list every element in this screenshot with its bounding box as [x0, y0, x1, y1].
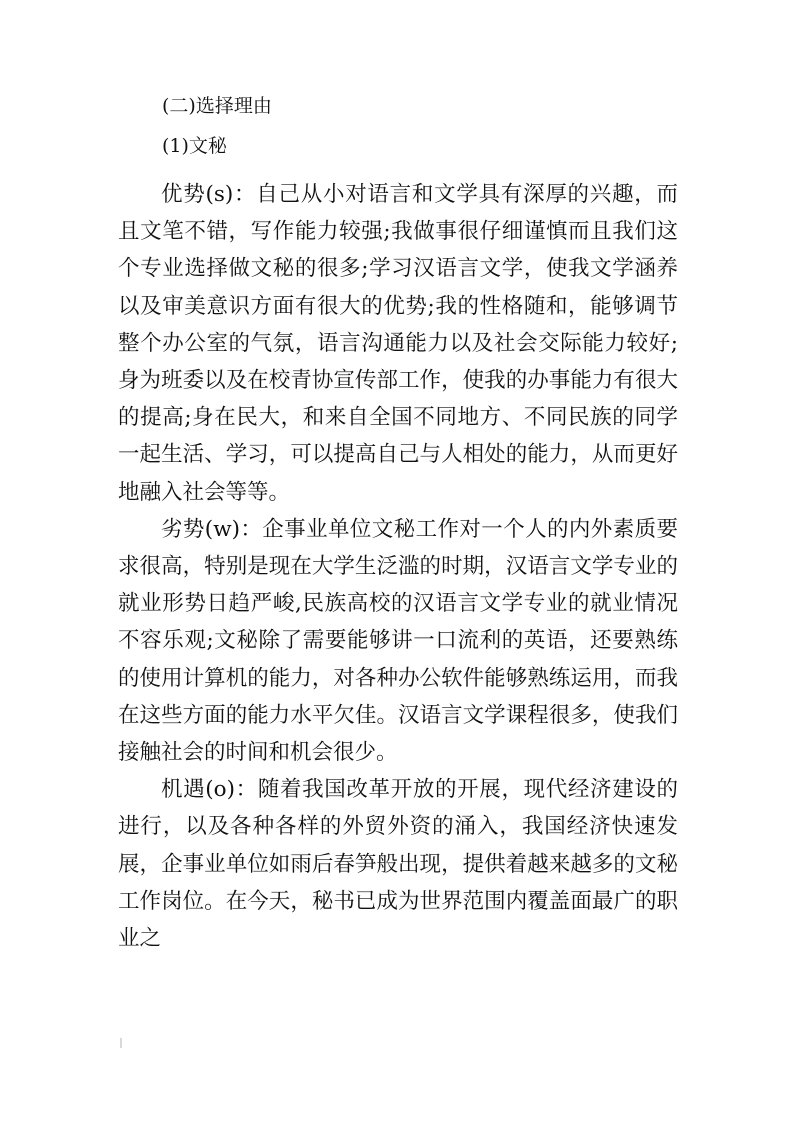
paragraph-opportunities: 机遇(o)：随着我国改革开放的开展，现代经济建设的进行，以及各种各样的外贸外资的涌入，我国经济快速发展，企事业单位如雨后春笋般出现，提供着越来越多的文秘工作岗位。在今天，秘书已成为世界范围内覆盖面最广的职业之 [118, 777, 678, 952]
section-heading: (二)选择理由 [162, 95, 272, 117]
paragraph-weaknesses: 劣势(w)：企事业单位文秘工作对一个人的内外素质要求很高，特别是现在大学生泛滥的时期，汉语言文学专业的就业形势日趋严峻,民族高校的汉语言文学专业的就业情况不容乐观;文秘除了需要能够讲一口流利的英语，还要熟练的使用计算机的能力，对各种办公软件能够熟练运用，而我在这些方面的能力水平欠佳。汉语言文学课程很多，使我们接触社会的时间和机会很少。 [118, 516, 678, 766]
document-body [118, 96, 678, 957]
page-margin-mark [120, 1038, 122, 1048]
paragraph-strengths: 优势(s)：自己从小对语言和文学具有深厚的兴趣，而且文笔不错，写作能力较强;我做事很仔细谨慎而且我们这个专业选择做文秘的很多;学习汉语言文学，使我文学涵养以及审美意识方面有很大的优势;我的性格随和，能够调节整个办公室的气氛，语言沟通能力以及社会交际能力较好;身为班委以及在校青协宣传部工作，使我的办事能力有很大的提高;身在民大，和来自全国不同地方、不同民族的同学一起生活、学习，可以提高自己与人相处的能力，从而更好地融入社会等等。 [118, 182, 678, 505]
subsection-heading: (1)文秘 [162, 135, 227, 157]
